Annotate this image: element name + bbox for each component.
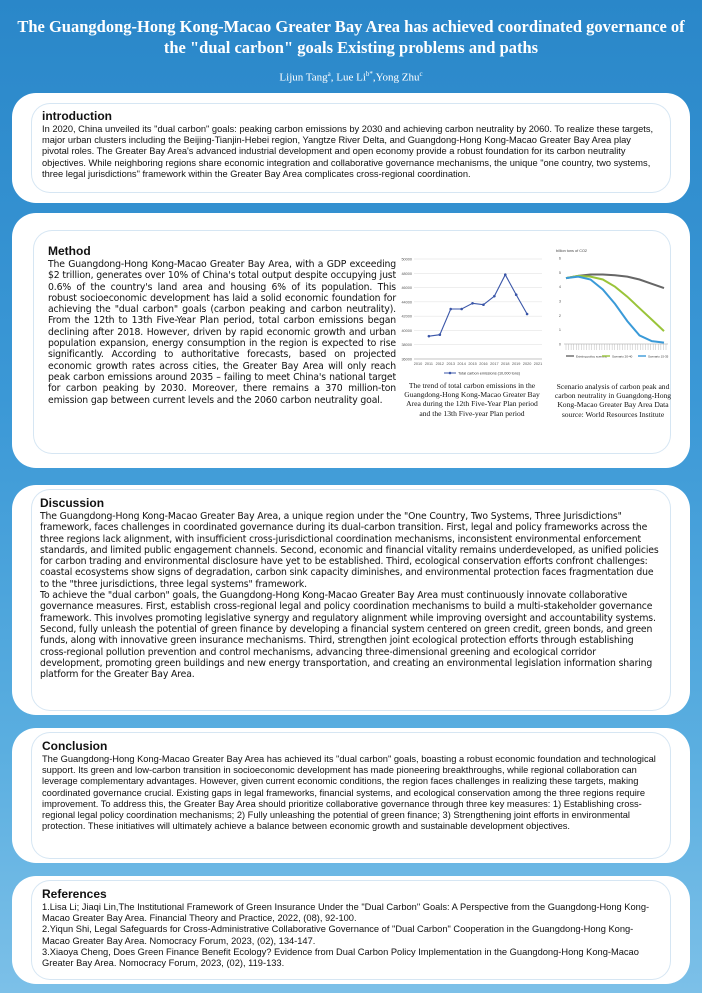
scenario-analysis-chart — [554, 244, 672, 372]
data-point — [471, 302, 474, 305]
x-tick-label: 2012 — [435, 362, 445, 366]
legend-label: Existing policy scenario — [576, 354, 608, 359]
discussion-panel — [12, 485, 690, 715]
y-tick-label: 44000 — [401, 300, 412, 305]
y-tick-label: 5 — [558, 270, 561, 275]
author-name: Yong Zhu — [375, 71, 420, 84]
legend-label: Total carbon emissions (10,000 tons) — [458, 371, 521, 376]
references-heading: References — [42, 887, 107, 901]
authors: Lijun Tang$^a$, Lue $Li^{b*},Yong$ Zhu$^c$ — [279, 70, 423, 84]
figure2-caption: Scenario analysis of carbon peak and carbon neutrality in Guangdong-Hong Kong-Macao Greater Bay Area Data source: World Resources Institute — [554, 382, 672, 419]
y-tick-label: 38000 — [401, 343, 412, 348]
poster-title: The Guangdong-Hong Kong-Macao Greater Bay Area has achieved coordinated governance of the "dual carbon" goals Existing problems and paths — [17, 17, 685, 57]
series-line — [429, 275, 527, 336]
conclusion-text: The Guangdong-Hong Kong-Macao Greater Bay Area has achieved its "dual carbon" goals, boasting a robust economic foundation and technological support. Its green and low-carbon transition in socioeconomic development has made pioneering breakthroughs, while regional collaboration can leverage complementary advantages. However, given current economic conditions, the region faces challenges in realizing these targets, making coordinated governance crucial. Existing gaps in legal frameworks, financial systems, and ecological conservation among the three regions require improvement. To address this, the Greater Bay Area should prioritize collaborative governance through three key measures: 1) Establishing cross-regional legal policy coordination mechanisms; 2) Fully unleashing the potential of green finance; 3) Strengthening joint efforts in environmental protection. These initiatives will ultimately achieve a balance between economic growth and sustainable development objectives. — [42, 754, 656, 832]
data-point — [504, 273, 507, 276]
y-tick-label: 36000 — [401, 357, 412, 362]
introduction-panel — [12, 93, 690, 203]
references-panel — [12, 876, 690, 984]
x-tick-label: 2019 — [511, 362, 521, 366]
data-point — [482, 303, 485, 306]
discussion-heading: Discussion — [40, 496, 105, 510]
data-point — [493, 295, 496, 298]
emissions-trend-chart — [396, 251, 546, 381]
data-point — [449, 308, 452, 311]
conclusion-heading: Conclusion — [42, 739, 108, 753]
legend-marker — [449, 372, 452, 375]
discussion-text-2: To achieve the "dual carbon" goals, the Guangdong-Hong Kong-Macao Greater Bay Area must continuously innovate collaborative governance measures. First, establish cross-regional legal and policy coordination mechanisms to build a multi-stakeholder governance framework. This involves promoting legislative synergy and regulatory alignment while improving oversight and accountability systems. Second, fully unleash the potential of green finance by developing a financial system centered on green credit, green bonds, and green funds, along with innovative green insurance mechanisms. Third, strengthen joint ecological protection efforts through establishing cross-regional pollution prevention and control mechanisms, advancing three-dimensional greening and ecological corridor development, promoting green buildings and new energy transportation, and creating an environmental legislation information sharing platform for the Greater Bay Area. — [40, 590, 656, 681]
y-tick-label: 46000 — [401, 286, 412, 291]
x-tick-label: 2010 — [413, 362, 423, 366]
x-tick-label: 2020 — [522, 362, 532, 366]
method-panel — [12, 213, 690, 468]
figure1-caption: The trend of total carbon emissions in the Guangdong-Hong Kong-Macao Greater Bay Area during the 12th Five-Year Plan period and the 13th Five-year Plan period — [404, 381, 540, 418]
data-point — [439, 333, 442, 336]
y-tick-label: 6 — [558, 256, 561, 261]
reference-item: 3.Xiaoya Cheng, Does Green Finance Benefit Ecology? Evidence from Dual Carbon Policy Implementation in the Guangdong-Hong Kong-Macao Greater Bay Area. Nomocracy Forum, 2023, (02), 119-133. — [42, 946, 639, 969]
x-tick-label: 2021 — [533, 362, 543, 366]
y-tick-label: 0 — [558, 342, 561, 347]
x-tick-label: 2016 — [479, 362, 488, 366]
method-text: The Guangdong-Hong Kong-Macao Greater Bay Area, with a GDP exceeding $2 trillion, generates over 10% of China's total output despite occupying just 0.6% of the country's land area and housing 6% of its population. This robust socioeconomic development has laid a solid economic foundation for achieving the "dual carbon" goals (carbon peaking and carbon neutrality). From the 12th to 13th Five-Year Plan period, total carbon emissions began declining after 2018. However, driven by rapid economic growth and urban population expansion, energy consumption in the region is expected to rise significantly. According to authoritative forecasts, based on projected economic growth rates across cities, the Greater Bay Area will only reach peak carbon emissions around 2035 – failing to meet China's national target for carbon peaking by 2030. Moreover, there remains a 370 million-ton emission gap between current levels and the 2060 carbon neutrality goal. — [48, 259, 396, 406]
data-point — [428, 335, 431, 338]
author-affiliation: a — [327, 70, 331, 78]
discussion-text: The Guangdong-Hong Kong-Macao Greater Bay Area, a unique region under the "One Country, Two Systems, Three Jurisdictions" framework, faces challenges in coordinated governance during its dual-carbon transition. First, legal and policy frameworks across the three regions lack alignment, with insufficient cross-jurisdictional coordination mechanisms, inconsistent environmental enforcement standards, and limited public engagement channels. Second, economic and financial vitality remains underdeveloped, as unified policies for carbon trading and environmental disclosure have yet to be established. Third, ecological conservation efforts confront challenges: coastal ecosystems show signs of degradation, carbon sink capacity diminishes, and environmental protection faces fragmentation due to the "three jurisdictions, three legal systems" framework. — [40, 511, 659, 590]
x-tick-label: 2018 — [501, 362, 510, 366]
reference-item: 1.Lisa Li; Jiaqi Lin,The Institutional Framework of Green Insurance Under the "Dual Carbon" Goals: A Perspective from the Guangdong-Hong Kong-Macao Greater Bay Area. Financial Theory and Practice, 2022, (08), 92-100. — [42, 902, 650, 924]
x-tick-label: 2017 — [490, 362, 499, 366]
author-affiliation: c — [419, 70, 423, 78]
x-tick-label: 2013 — [446, 362, 455, 366]
data-point — [526, 313, 529, 316]
data-point — [515, 293, 518, 296]
data-point — [460, 308, 463, 311]
author-affiliation: b* — [365, 70, 373, 78]
y-tick-label: 4 — [558, 285, 561, 290]
x-tick-label: 2014 — [457, 362, 466, 366]
legend-label: Scenario 20-40 — [612, 354, 633, 359]
author-name: Lijun Tang — [279, 71, 328, 84]
y-tick-label: 50000 — [401, 257, 412, 262]
method-heading: Method — [48, 244, 91, 258]
y-tick-label: 48000 — [401, 271, 412, 276]
x-tick-label: 2011 — [424, 362, 433, 366]
y-tick-label: 2 — [558, 313, 561, 318]
legend-label: Scenario 15-35 — [648, 354, 669, 359]
introduction-heading: introduction — [42, 109, 112, 123]
y-tick-label: 3 — [558, 299, 561, 304]
y-axis-label: billion tons of CO2 — [556, 249, 588, 253]
reference-item: 2.Yiqun Shi, Legal Safeguards for Cross-Administrative Collaborative Governance of "Dual Carbon" Cooperation in the Guangdong-Hong Kong-Macao Greater Bay Area. Nomocracy Forum, 2023, (02), 134-147. — [42, 924, 634, 946]
y-tick-label: 40000 — [401, 328, 412, 333]
conclusion-panel — [12, 728, 690, 863]
y-tick-label: 1 — [558, 328, 561, 333]
x-tick-label: 2015 — [468, 362, 477, 366]
introduction-text: In 2020, China unveiled its "dual carbon" goals: peaking carbon emissions by 2030 and achieving carbon neutrality by 2060. To realize these targets, major urban clusters including the Beijing-Tianjin-Hebei region, Yangtze River Delta, and Guangdong-Hong Kong-Macao Greater Bay Area play pivotal roles. The Greater Bay Area's advanced industrial development and open economy provide a robust foundation for its carbon neutrality objectives. While neighboring regions share economic integration and collaborative governance mechanisms, the unique "one country, two systems, three legal jurisdictions" framework within the Greater Bay Area complicates cross-regional coordination. — [42, 124, 654, 179]
author-name: Lue Li — [336, 71, 366, 84]
y-tick-label: 42000 — [401, 314, 412, 319]
